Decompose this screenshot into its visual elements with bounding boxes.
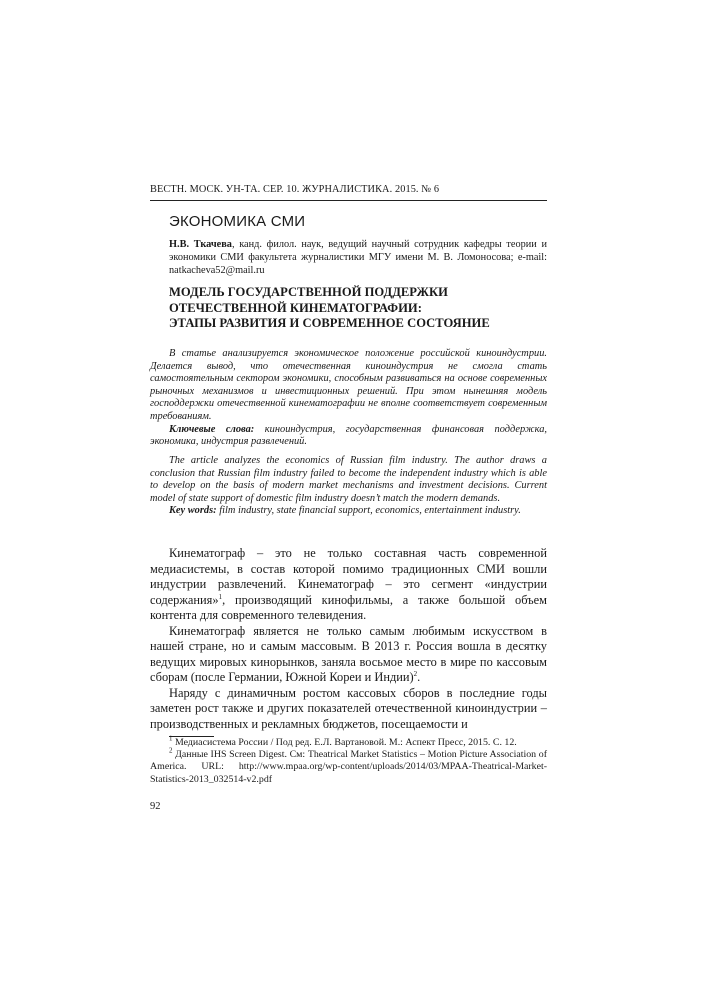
keywords-ru	[150, 424, 547, 449]
footnote-1	[150, 734, 547, 749]
section-title: ЭКОНОМИКА СМИ	[169, 213, 306, 230]
keywords-ru-label: Ключевые слова:	[169, 423, 255, 435]
body-paragraph-2	[150, 624, 547, 686]
abstract-en-text: The article analyzes the economics of Russian film industry. The author draws a conclusion that Russian film industry failed to become the independent industry which is able to develop on the basis of modern market mechanisms and investment decisions. Current model of state support of domestic film industry doesn’t match the modern demands.	[150, 455, 547, 504]
abstract-english	[150, 455, 547, 518]
footnotes	[150, 734, 547, 786]
author-affiliation: , канд. филол. наук, ведущий научный сотрудник кафедры теории и экономики СМИ факультета журналистики МГУ имени М. В. Ломоносова; e-mail: natkacheva52@mail.ru	[169, 239, 547, 277]
body-paragraph-1	[150, 546, 547, 624]
author-name: Н.В. Ткачева	[169, 239, 232, 250]
footnote-1-text: Медиасистема России / Под ред. Е.Л. Вартановой. М.: Аспект Пресс, 2015. С. 12.	[172, 737, 517, 748]
footnote-1-number: 1	[169, 734, 173, 743]
article-title	[169, 285, 547, 332]
body-p2-text-b: .	[417, 670, 421, 684]
body-paragraph-3: Наряду с динамичным ростом кассовых сборов в последние годы заметен рост также и других показателей отечественной киноиндустрии – производственных и рекламных бюджетов, посещаемости и	[150, 685, 547, 731]
footnote-2-number: 2	[169, 746, 173, 755]
running-head: ВЕСТН. МОСК. УН-ТА. СЕР. 10. ЖУРНАЛИСТИКА. 2015. № 6	[150, 184, 440, 195]
keywords-ru-list: киноиндустрия, государственная финансовая поддержка, экономика, индустрия развлечений.	[150, 423, 547, 448]
article-title-line-2: ОТЕЧЕСТВЕННОЙ КИНЕМАТОГРАФИИ:	[169, 300, 422, 315]
footnote-2-text: Данные IHS Screen Digest. См: Theatrical Market Statistics – Motion Picture Association of America. URL: http://www.mpaa.org/wp-content/uploads/2014/03/MPAA-Theatrical-Market-Statistics-2013_032514-v2.pdf	[150, 749, 547, 785]
footnote-ref-1: 1	[218, 592, 223, 601]
keywords-en-list: film industry, state financial support, economics, entertainment industry.	[216, 505, 521, 517]
body-p1-text-a: Кинематограф – это не только составная часть современной медиасистемы, в состав которой помимо традиционных СМИ вошли индустрии развлечений. Кинематограф – это сегмент «индустрии содержания»	[150, 546, 547, 607]
keywords-en	[150, 505, 547, 518]
body-p2-text-a: Кинематограф является не только самым любимым искусством в нашей стране, но и самым массовым. В 2013 г. Россия вошла в десятку ведущих мировых кинорынков, заняла восьмое место в мире по кассовым сборам (после Германии, Южной Кореи и Индии)	[150, 623, 547, 684]
page-number: 92	[150, 801, 161, 812]
abstract-ru-text: В статье анализируется экономическое положение российской киноиндустрии. Делается вывод, что отечественная киноиндустрия не смогла стать самостоятельным сектором экономики, способным развиваться на основе современных рыночных механизмов и инвестиционных решений. При этом нынешняя модель господдержки отечественной кинематографии не вполне соответствует современным требованиям.	[150, 348, 547, 422]
keywords-en-label: Key words:	[169, 505, 217, 517]
header-rule	[150, 200, 547, 201]
article-body	[150, 546, 547, 732]
article-title-line-3: ЭТАПЫ РАЗВИТИЯ И СОВРЕМЕННОЕ СОСТОЯНИЕ	[169, 316, 490, 331]
footnote-2	[150, 746, 547, 786]
author-info	[169, 238, 547, 278]
abstract-russian	[150, 348, 547, 449]
article-title-line-1: МОДЕЛЬ ГОСУДАРСТВЕННОЙ ПОДДЕРЖКИ	[169, 285, 448, 299]
body-p1-text-b: , производящий кинофильмы, а также большой объем контента для современного телевидения.	[150, 592, 547, 622]
footnote-ref-2: 2	[413, 669, 418, 678]
